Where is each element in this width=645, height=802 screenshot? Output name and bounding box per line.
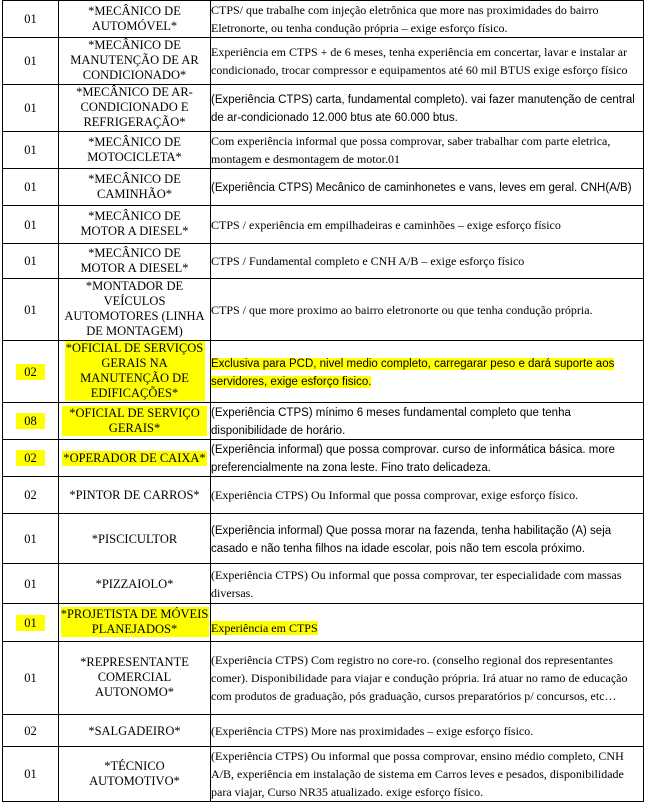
qty: 01 bbox=[24, 767, 37, 781]
qty: 02 bbox=[24, 488, 37, 502]
role: *PIZZAIOLO* bbox=[95, 576, 174, 591]
description: (Experiência CTPS) mínimo 6 meses fundamental completo que tenha disponibilidade de horário. bbox=[211, 407, 571, 437]
qty: 01 bbox=[24, 54, 37, 68]
table-row bbox=[3, 169, 644, 206]
table-row bbox=[3, 132, 644, 169]
description: (Experiência CTPS) Ou informal que possa comprovar, ensino médio completo, CNH A/B, experiência em instalação de sistema em Carros leves e pesados, disponibilidade para viajar, Curso NR35 atualizado. exige esforço físico. bbox=[211, 749, 624, 799]
role: *REPRESENTANTE COMERCIAL AUTONOMO* bbox=[80, 655, 189, 699]
description: (Experiência CTPS) Com registro no core-ro. (conselho regional dos representantes comer). Disponibilidade para viajar e condução própria. Irá atuar no ramo de educação com produtos de graduação, pós graduação, cursos preparatórios p/ concursos, etc… bbox=[211, 653, 628, 703]
qty: 08 bbox=[16, 413, 45, 429]
role-cell bbox=[59, 279, 211, 341]
table-row bbox=[3, 747, 644, 802]
desc-cell bbox=[211, 604, 644, 642]
role-cell bbox=[59, 403, 211, 440]
table-row bbox=[3, 564, 644, 604]
qty-cell bbox=[3, 1, 59, 38]
table-row bbox=[3, 403, 644, 440]
desc-cell bbox=[211, 747, 644, 802]
table-row bbox=[3, 440, 644, 477]
qty: 01 bbox=[24, 143, 37, 157]
role-cell bbox=[59, 747, 211, 802]
description: CTPS/ que trabalhe com injeção eletrônica que more nas proximidades do bairro Eletronorte, ou tenha condução própria – exige esforço físico. bbox=[211, 3, 599, 35]
table-row bbox=[3, 1, 644, 38]
description: (Experiência informal) que possa comprovar. curso de informática básica. more preferencialmente na zona leste. Fino trato delicadeza. bbox=[211, 444, 615, 474]
desc-cell bbox=[211, 38, 644, 85]
qty-cell bbox=[3, 564, 59, 604]
qty-cell bbox=[3, 440, 59, 477]
qty-cell bbox=[3, 341, 59, 403]
role: *PISCICULTOR bbox=[91, 531, 178, 546]
description: CTPS / Fundamental completo e CNH A/B – exige esforço físico bbox=[211, 254, 525, 268]
role: *TÉCNICO AUTOMOTIVO* bbox=[89, 758, 180, 788]
qty: 01 bbox=[24, 101, 37, 115]
qty-cell bbox=[3, 514, 59, 564]
qty-cell bbox=[3, 132, 59, 169]
description: (Experiência CTPS) carta, fundamental completo). vai fazer manutenção de central de ar-condicionado 12.000 btus ate 60.000 btus. bbox=[211, 94, 635, 124]
role: *SALGADEIRO* bbox=[88, 723, 181, 738]
qty: 01 bbox=[24, 531, 37, 546]
table-row bbox=[3, 715, 644, 747]
job-listings-table bbox=[2, 0, 644, 802]
table-row bbox=[3, 279, 644, 341]
qty-cell bbox=[3, 747, 59, 802]
desc-cell bbox=[211, 514, 644, 564]
qty-cell bbox=[3, 477, 59, 514]
description: (Experiência CTPS) More nas proximidades – exige esforço físico. bbox=[211, 723, 534, 738]
role: *MECÂNICO DE CAMINHÃO* bbox=[88, 171, 181, 201]
qty: 02 bbox=[16, 450, 45, 466]
qty-cell bbox=[3, 403, 59, 440]
role-cell bbox=[59, 85, 211, 132]
job-listings-body bbox=[3, 1, 644, 802]
role: *OPERADOR DE CAIXA* bbox=[63, 451, 206, 465]
qty: 01 bbox=[24, 671, 37, 685]
desc-cell bbox=[211, 244, 644, 279]
table-row bbox=[3, 85, 644, 132]
qty: 01 bbox=[24, 302, 37, 317]
qty: 01 bbox=[24, 576, 37, 591]
role: *PROJETISTA DE MÓVEIS PLANEJADOS* bbox=[60, 607, 209, 636]
description: CTPS / experiência em empilhadeiras e caminhões – exige esforço físico bbox=[211, 217, 561, 232]
description: (Experiência CTPS) Ou Informal que possa comprovar, exige esforço físico. bbox=[211, 488, 579, 502]
table-row bbox=[3, 604, 644, 642]
desc-cell bbox=[211, 341, 644, 403]
desc-cell bbox=[211, 642, 644, 715]
desc-cell bbox=[211, 132, 644, 169]
qty-cell bbox=[3, 604, 59, 642]
role: *PINTOR DE CARROS* bbox=[69, 488, 200, 502]
desc-cell bbox=[211, 169, 644, 206]
role: *MONTADOR DE VEÍCULOS AUTOMOTORES (LINHA DE MONTAGEM) bbox=[64, 279, 205, 338]
qty: 02 bbox=[16, 364, 45, 380]
description: (Experiência CTPS) Mecânico de caminhonetes e vans, leves em geral. CNH(A/B) bbox=[211, 182, 632, 194]
table-row bbox=[3, 477, 644, 514]
desc-cell bbox=[211, 85, 644, 132]
table-row bbox=[3, 341, 644, 403]
role-cell bbox=[59, 715, 211, 747]
table-row bbox=[3, 642, 644, 715]
qty-cell bbox=[3, 244, 59, 279]
role: *OFICIAL DE SERVIÇO GERAIS* bbox=[62, 406, 207, 436]
qty-cell bbox=[3, 715, 59, 747]
desc-cell bbox=[211, 403, 644, 440]
role: *MECÂNICO DE AR-CONDICIONADO E REFRIGERAÇÃO* bbox=[76, 85, 193, 129]
role-cell bbox=[59, 1, 211, 38]
description: CTPS / que more proximo ao bairro eletronorte ou que tenha condução própria. bbox=[211, 302, 593, 317]
qty: 01 bbox=[24, 217, 37, 232]
role-cell bbox=[59, 206, 211, 244]
desc-cell bbox=[211, 564, 644, 604]
table-row bbox=[3, 38, 644, 85]
qty-cell bbox=[3, 206, 59, 244]
description: (Experiência informal) Que possa morar na fazenda, tenha habilitação (A) seja casado e não tenha filhos na idade escolar, pois não tem escola próximo. bbox=[211, 524, 612, 555]
qty-cell bbox=[3, 642, 59, 715]
qty: 01 bbox=[24, 12, 37, 26]
qty: 01 bbox=[24, 254, 37, 268]
desc-cell bbox=[211, 206, 644, 244]
qty: 01 bbox=[24, 180, 37, 194]
qty: 02 bbox=[24, 723, 37, 738]
role: *MECÂNICO DE MOTOR A DIESEL* bbox=[80, 245, 189, 275]
role-cell bbox=[59, 38, 211, 85]
qty-cell bbox=[3, 38, 59, 85]
description: Experiência em CTPS bbox=[211, 621, 318, 635]
desc-cell bbox=[211, 477, 644, 514]
description: (Experiência CTPS) Ou informal que possa comprovar, ter especialidade com massas diversas. bbox=[211, 567, 622, 600]
role-cell bbox=[59, 564, 211, 604]
description: Experiência em CTPS + de 6 meses, tenha experiência em concertar, lavar e instalar ar condicionado, trocar compressor e equipamentos até 60 mil BTUS exige esforço físico bbox=[211, 45, 628, 77]
role-cell bbox=[59, 642, 211, 715]
role-cell bbox=[59, 132, 211, 169]
role-cell bbox=[59, 341, 211, 403]
role: *MECÂNICO DE AUTOMÓVEL* bbox=[88, 3, 181, 33]
qty-cell bbox=[3, 169, 59, 206]
desc-cell bbox=[211, 715, 644, 747]
role: *MECÂNICO DE MOTOR A DIESEL* bbox=[80, 209, 189, 238]
qty: 01 bbox=[16, 615, 45, 631]
desc-cell bbox=[211, 279, 644, 341]
table-row bbox=[3, 206, 644, 244]
desc-cell bbox=[211, 1, 644, 38]
role-cell bbox=[59, 477, 211, 514]
description: Exclusiva para PCD, nivel medio completo, carregarar peso e dará suporte aos servidores, exige esforço fisico. bbox=[211, 357, 615, 388]
role: *MECÂNICO DE MOTOCICLETA* bbox=[87, 134, 182, 164]
desc-cell bbox=[211, 440, 644, 477]
role-cell bbox=[59, 244, 211, 279]
qty-cell bbox=[3, 279, 59, 341]
role: *MECÂNICO DE MANUTENÇÃO DE AR CONDICIONADO* bbox=[70, 38, 199, 82]
table-row bbox=[3, 244, 644, 279]
role-cell bbox=[59, 604, 211, 642]
role: *OFICIAL DE SERVIÇOS GERAIS NA MANUTENÇÃO DE EDIFICAÇÕES* bbox=[65, 341, 204, 400]
qty-cell bbox=[3, 85, 59, 132]
role-cell bbox=[59, 169, 211, 206]
role-cell bbox=[59, 440, 211, 477]
table-row bbox=[3, 514, 644, 564]
description: Com experiência informal que possa comprovar, saber trabalhar com parte eletrica, montagem e desmontagem de motor.01 bbox=[211, 134, 611, 166]
role-cell bbox=[59, 514, 211, 564]
